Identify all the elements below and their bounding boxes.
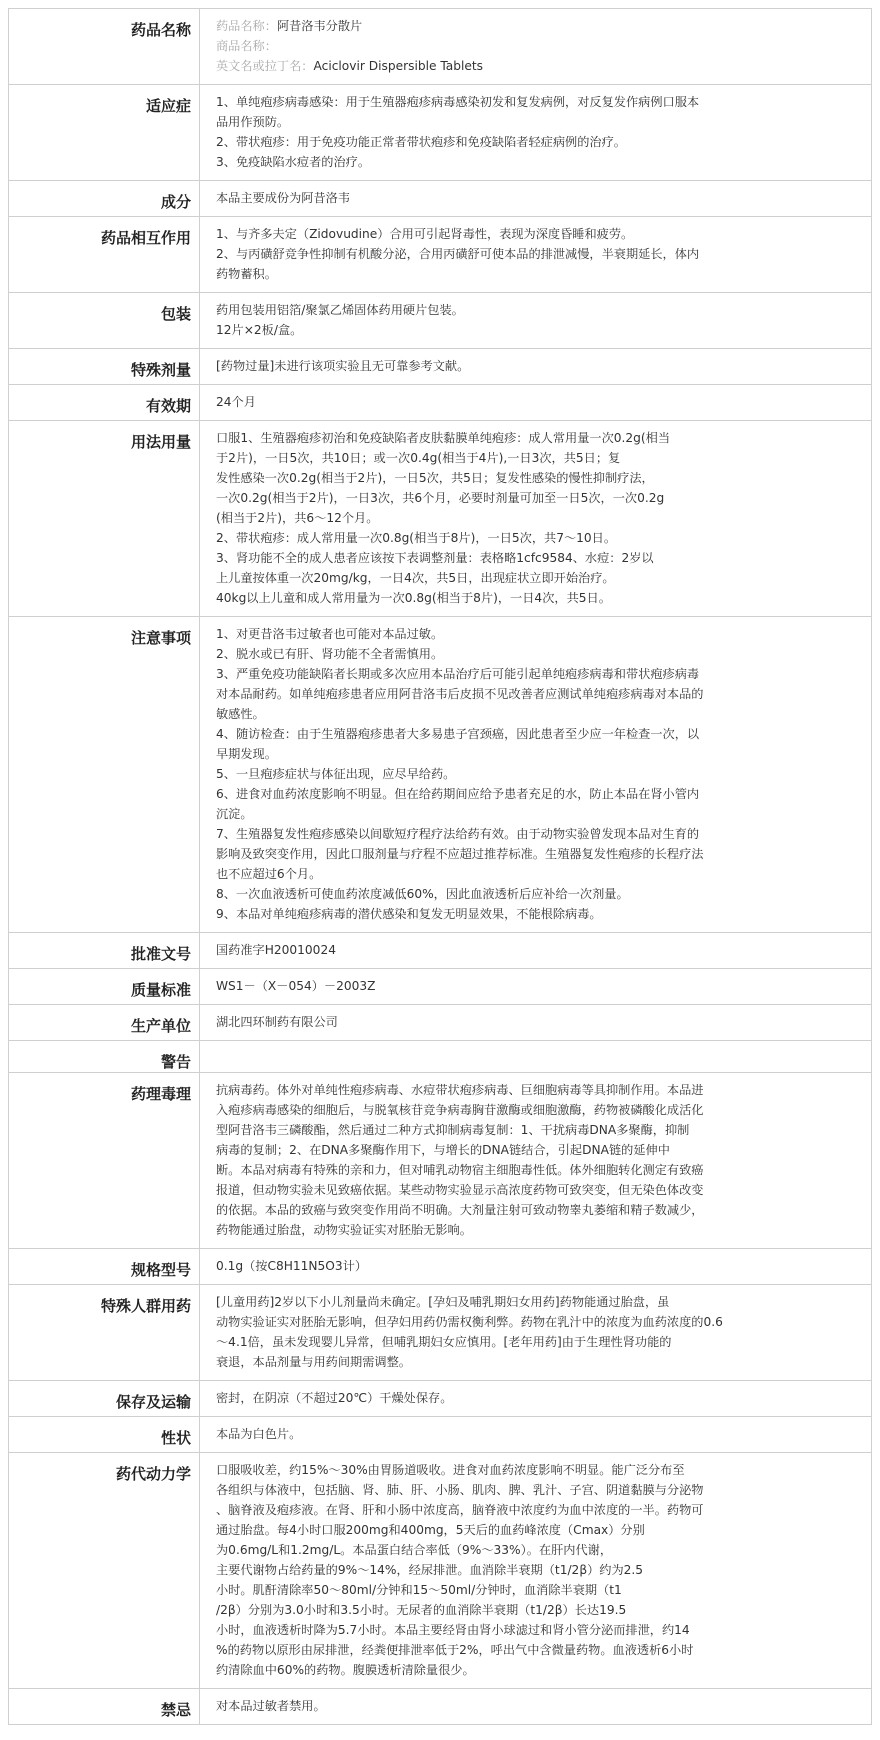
row-label: 药代动力学	[9, 1453, 200, 1689]
row-content	[200, 1285, 872, 1381]
row-label: 警告	[9, 1041, 200, 1073]
row-label: 保存及运输	[9, 1381, 200, 1417]
row-content	[200, 1073, 872, 1249]
text-line: 9、本品对单纯疱疹病毒的潜伏感染和复发无明显效果，不能根除病毒。	[216, 907, 602, 921]
row-manufacturer	[9, 1005, 872, 1041]
row-label: 生产单位	[9, 1005, 200, 1041]
row-label: 性状	[9, 1417, 200, 1453]
name-line	[216, 36, 861, 56]
row-storage	[9, 1381, 872, 1417]
text-line: 小时。肌酐清除率50～80ml/分钟和15～50ml/分钟时，血消除半衰期（t1	[216, 1583, 622, 1597]
text-line: 衰退，本品剂量与用药间期需调整。	[216, 1355, 411, 1369]
row-pharmacokinetics	[9, 1453, 872, 1689]
text-line: 沉淀。	[216, 807, 253, 821]
name-field-value: Aciclovir Dispersible Tablets	[313, 59, 483, 73]
text-line: 8、一次血液透析可使血药浓度减低60%，因此血液透析后应补给一次剂量。	[216, 887, 629, 901]
text-line: ～4.1倍，虽未发现婴儿异常，但哺乳期妇女应慎用。[老年用药]由于生理性肾功能的	[216, 1335, 672, 1349]
text-line: /2β）分别为3.0小时和3.5小时。无尿者的血消除半衰期（t1/2β）长达19.5	[216, 1603, 627, 1617]
text-line: WS1－（X－054）－2003Z	[216, 979, 376, 993]
text-line: 口服吸收差，约15%～30%由胃肠道吸收。进食对血药浓度影响不明显。能广泛分布至	[216, 1463, 685, 1477]
name-line	[216, 56, 861, 76]
row-ingredients	[9, 181, 872, 217]
drug-info-table	[8, 8, 872, 1725]
name-field-value: 阿昔洛韦分散片	[276, 19, 363, 33]
text-line: 抗病毒药。体外对单纯性疱疹病毒、水痘带状疱疹病毒、巨细胞病毒等具抑制作用。本品进	[216, 1083, 704, 1097]
name-field-label: 药品名称：	[216, 19, 277, 33]
text-line: 1、与齐多夫定（Zidovudine）合用可引起肾毒性，表现为深度昏睡和疲劳。	[216, 227, 634, 241]
row-approval	[9, 933, 872, 969]
text-line: 也不应超过6个月。	[216, 867, 322, 881]
text-line: 2、与丙磺舒竞争性抑制有机酸分泌，合用丙磺舒可使本品的排泄减慢，半衰期延长，体内	[216, 247, 700, 261]
text-line: 约清除血中60%的药物。腹膜透析清除量很少。	[216, 1663, 475, 1677]
text-line: [儿童用药]2岁以下小儿剂量尚未确定。[孕妇及哺乳期妇女用药]药物能通过胎盘，虽	[216, 1295, 670, 1309]
text-line: 影响及致突变作用，因此口服剂量与疗程不应超过推荐标准。生殖器复发性疱疹的长程疗法	[216, 847, 704, 861]
row-label: 规格型号	[9, 1249, 200, 1285]
row-content	[200, 1453, 872, 1689]
text-line: 2、带状疱疹：成人常用量一次0.8g(相当于8片)，一日5次，共7～10日。	[216, 531, 617, 545]
text-line: 口服1、生殖器疱疹初治和免疫缺陷者皮肤黏膜单纯疱疹：成人常用量一次0.2g(相当	[216, 431, 671, 445]
text-line: 本品主要成份为阿昔洛韦	[216, 191, 351, 205]
text-line: 上儿童按体重一次20mg/kg，一日4次，共5日，出现症状立即开始治疗。	[216, 571, 615, 585]
row-label: 药品相互作用	[9, 217, 200, 293]
text-line: 24个月	[216, 395, 256, 409]
text-line: 4、随访检查：由于生殖器疱疹患者大多易患子宫颈癌，因此患者至少应一年检查一次，以	[216, 727, 700, 741]
text-line: 报道，但动物实验未见致癌依据。某些动物实验显示高浓度药物可致突变，但无染色体改变	[216, 1183, 704, 1197]
text-line: 0.1g（按C8H11N5O3计）	[216, 1259, 368, 1273]
row-content	[200, 293, 872, 349]
row-content	[200, 385, 872, 421]
name-line	[216, 16, 861, 36]
text-line: 、脑脊液及疱疹液。在肾、肝和小肠中浓度高，脑脊液中浓度约为血中浓度的一半。药物可	[216, 1503, 704, 1517]
row-content	[200, 349, 872, 385]
row-content	[200, 1041, 872, 1073]
text-line: 药物能通过胎盘，动物实验证实对胚胎无影响。	[216, 1223, 472, 1237]
text-line: 国药准字H20010024	[216, 943, 336, 957]
text-line: 一次0.2g(相当于2片)，一日3次，共6个月，必要时剂量可加至一日5次，一次0.2g	[216, 491, 665, 505]
text-line: 于2片)，一日5次，共10日；或一次0.4g(相当于4片),一日3次，共5日；复	[216, 451, 621, 465]
text-line: 2、脱水或已有肝、肾功能不全者需慎用。	[216, 647, 444, 661]
text-line: 1、对更昔洛韦过敏者也可能对本品过敏。	[216, 627, 444, 641]
row-content	[200, 9, 872, 85]
row-warning	[9, 1041, 872, 1073]
row-standard	[9, 969, 872, 1005]
row-label: 药理毒理	[9, 1073, 200, 1249]
drug-info-rows	[9, 9, 872, 1725]
row-label: 成分	[9, 181, 200, 217]
text-line: 主要代谢物占给药量的9%～14%，经尿排泄。血消除半衰期（t1/2β）约为2.5	[216, 1563, 644, 1577]
text-line: (相当于2片)，共6～12个月。	[216, 511, 379, 525]
row-precautions	[9, 617, 872, 933]
text-line: 6、进食对血药浓度影响不明显。但在给药期间应给予患者充足的水，防止本品在肾小管内	[216, 787, 700, 801]
row-pharmacology	[9, 1073, 872, 1249]
text-line: 3、肾功能不全的成人患者应该按下表调整剂量：表格略1cfc9584、水痘：2岁以	[216, 551, 654, 565]
text-line: 7、生殖器复发性疱疹感染以间歇短疗程疗法给药有效。由于动物实验曾发现本品对生育的	[216, 827, 700, 841]
row-content	[200, 1005, 872, 1041]
text-line: [药物过量]未进行该项实验且无可靠参考文献。	[216, 359, 470, 373]
text-line: 断。本品对病毒有特殊的亲和力，但对哺乳动物宿主细胞毒性低。体外细胞转化测定有致癌	[216, 1163, 704, 1177]
text-line: 发性感染一次0.2g(相当于2片)，一日5次，共5日；复发性感染的慢性抑制疗法，	[216, 471, 654, 485]
text-line: 密封，在阴凉（不超过20℃）干燥处保存。	[216, 1391, 453, 1405]
row-content	[200, 1417, 872, 1453]
row-package	[9, 293, 872, 349]
row-label: 特殊人群用药	[9, 1285, 200, 1381]
text-line: 型阿昔洛韦三磷酸酯，然后通过二种方式抑制病毒复制：1、干扰病毒DNA多聚酶，抑制	[216, 1123, 690, 1137]
row-content	[200, 969, 872, 1005]
name-field-label: 英文名或拉丁名：	[216, 59, 314, 73]
row-label: 包装	[9, 293, 200, 349]
row-content	[200, 181, 872, 217]
row-label: 注意事项	[9, 617, 200, 933]
text-line: 通过胎盘。每4小时口服200mg和400mg，5天后的血药峰浓度（Cmax）分别	[216, 1523, 645, 1537]
row-content	[200, 1689, 872, 1725]
row-appearance	[9, 1417, 872, 1453]
row-interactions	[9, 217, 872, 293]
text-line: 药物蓄积。	[216, 267, 277, 281]
text-line: 敏感性。	[216, 707, 265, 721]
row-special-dose	[9, 349, 872, 385]
row-content	[200, 217, 872, 293]
row-label: 批准文号	[9, 933, 200, 969]
text-line: 品用作预防。	[216, 115, 290, 129]
row-label: 用法用量	[9, 421, 200, 617]
text-line: 40kg以上儿童和成人常用量为一次0.8g(相当于8片)，一日4次，共5日。	[216, 591, 611, 605]
text-line: 1、单纯疱疹病毒感染：用于生殖器疱疹病毒感染初发和复发病例，对反复发作病例口服本	[216, 95, 700, 109]
row-contraindications	[9, 1689, 872, 1725]
text-line: 对本品耐药。如单纯疱疹患者应用阿昔洛韦后皮损不见改善者应测试单纯疱疹病毒对本品的	[216, 687, 704, 701]
text-line: 为0.6mg/L和1.2mg/L。本品蛋白结合率低（9%～33%）。在肝内代谢，	[216, 1543, 613, 1557]
row-content	[200, 85, 872, 181]
text-line: 2、带状疱疹：用于免疫功能正常者带状疱疹和免疫缺陷者轻症病例的治疗。	[216, 135, 626, 149]
row-special-groups	[9, 1285, 872, 1381]
row-content	[200, 933, 872, 969]
text-line: 本品为白色片。	[216, 1427, 302, 1441]
row-content	[200, 1249, 872, 1285]
row-label: 有效期	[9, 385, 200, 421]
text-line: 湖北四环制药有限公司	[216, 1015, 338, 1029]
text-line: 小时，血液透析时降为5.7小时。本品主要经肾由肾小球滤过和肾小管分泌而排泄，约14	[216, 1623, 690, 1637]
row-label: 适应症	[9, 85, 200, 181]
row-content	[200, 421, 872, 617]
text-line: 入疱疹病毒感染的细胞后，与脱氧核苷竞争病毒胸苷激酶或细胞激酶，药物被磷酸化成活化	[216, 1103, 704, 1117]
row-label: 禁忌	[9, 1689, 200, 1725]
text-line: 12片×2板/盒。	[216, 323, 303, 337]
text-line: 对本品过敏者禁用。	[216, 1699, 326, 1713]
text-line: 3、严重免疫功能缺陷者长期或多次应用本品治疗后可能引起单纯疱疹病毒和带状疱疹病毒	[216, 667, 700, 681]
row-indications	[9, 85, 872, 181]
row-label: 特殊剂量	[9, 349, 200, 385]
row-usage	[9, 421, 872, 617]
row-label: 质量标准	[9, 969, 200, 1005]
name-field-label: 商品名称：	[216, 39, 277, 53]
text-line: 药用包装用铝箔/聚氯乙烯固体药用硬片包装。	[216, 303, 464, 317]
row-spec	[9, 1249, 872, 1285]
text-line: 早期发现。	[216, 747, 277, 761]
text-line: 病毒的复制；2、在DNA多聚酶作用下，与增长的DNA链结合，引起DNA链的延伸中	[216, 1143, 670, 1157]
text-line: 5、一旦疱疹症状与体征出现，应尽早给药。	[216, 767, 456, 781]
text-line: 动物实验证实对胚胎无影响，但孕妇用药仍需权衡利弊。药物在乳汁中的浓度为血药浓度的0.6	[216, 1315, 723, 1329]
row-content	[200, 1381, 872, 1417]
text-line: 各组织与体液中，包括脑、肾、肺、肝、小肠、肌肉、脾、乳汁、子宫、阴道黏膜与分泌物	[216, 1483, 704, 1497]
row-name	[9, 9, 872, 85]
text-line: 3、免疫缺陷水痘者的治疗。	[216, 155, 371, 169]
row-validity	[9, 385, 872, 421]
row-content	[200, 617, 872, 933]
text-line: %的药物以原形由尿排泄，经粪便排泄率低于2%，呼出气中含微量药物。血液透析6小时	[216, 1643, 694, 1657]
text-line: 的依据。本品的致癌与致突变作用尚不明确。大剂量注射可致动物睾丸萎缩和精子数减少，	[216, 1203, 704, 1217]
row-label: 药品名称	[9, 9, 200, 85]
